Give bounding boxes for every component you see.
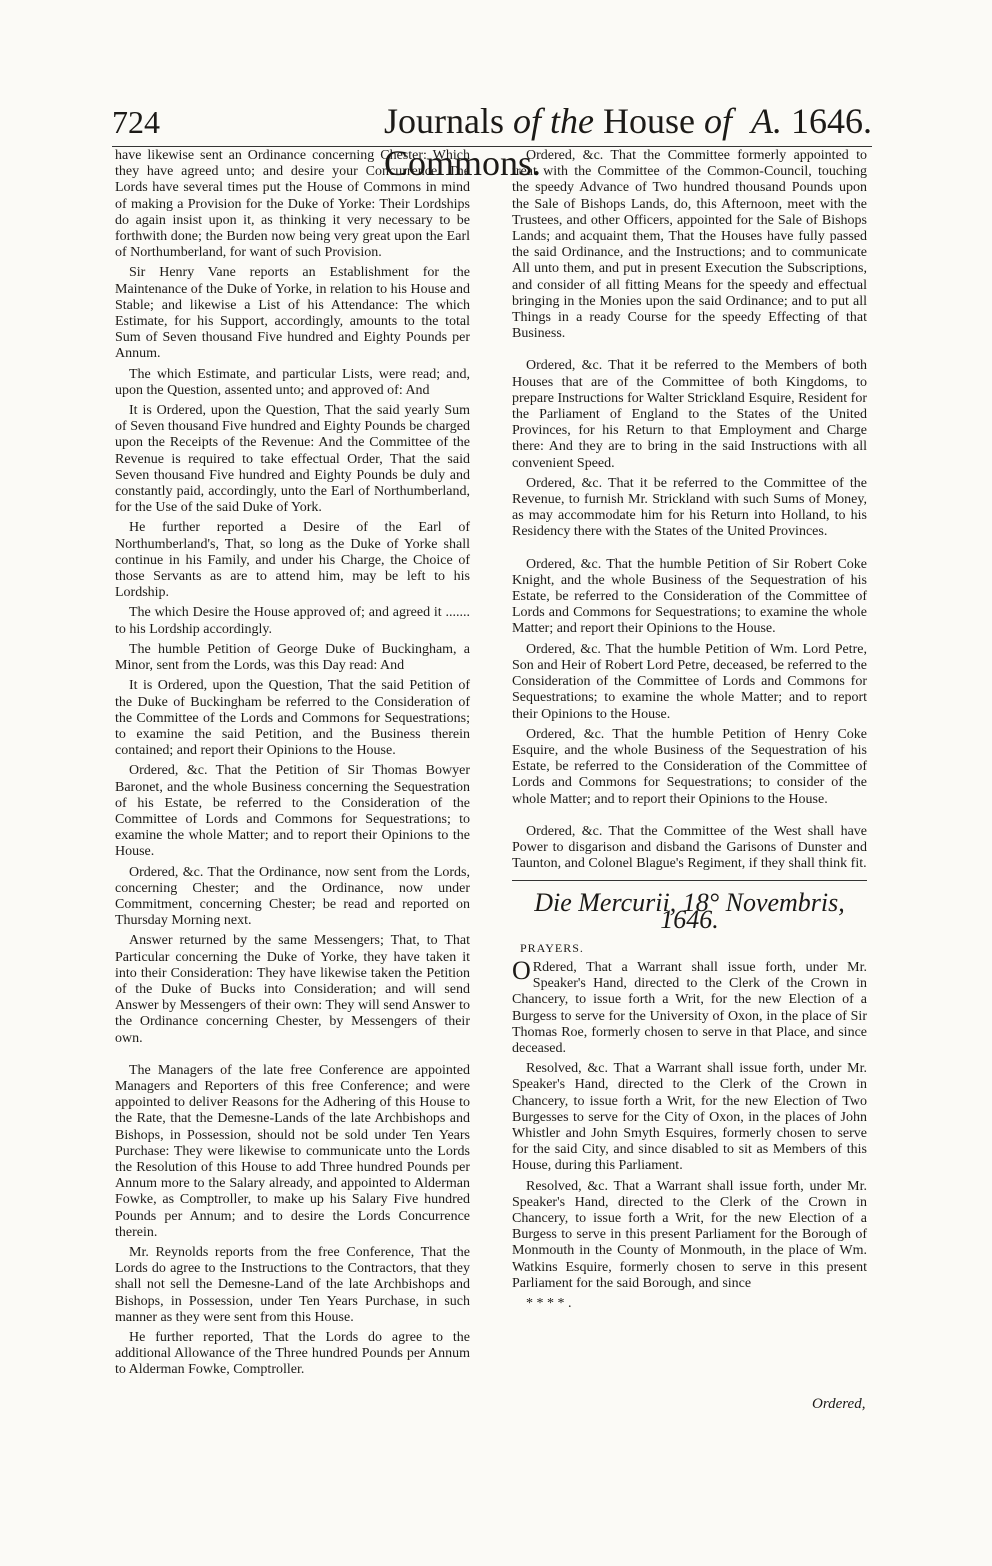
- paragraph: have likewise sent an Ordinance concerning Chester: Which they have agreed unto; and desire your Concurrence. The Lords have several times put the House of Commons in mind of making a Provision for the Duke of Yorke: Their Lordships do again insist upon it, as thinking it very necessary to be forthwith done; the Burden now being very great upon the Earl of Northumberland, for want of such Provision.: [115, 148, 470, 261]
- paragraph: He further reported, That the Lords do agree to the additional Allowance of the Three hundred Pounds per Annum to Alderman Fowke, Comptroller.: [115, 1330, 470, 1378]
- page-header: [112, 100, 872, 183]
- paragraph: It is Ordered, upon the Question, That the said Petition of the Duke of Buckingham be referred to the Consideration of the Committee of the Lords and Commons for Sequestrations; to examine the said Petition, and the Business therein contained; and report their Opinions to the House.: [115, 678, 470, 759]
- drop-cap: O: [512, 955, 531, 985]
- paragraph: It is Ordered, upon the Question, That the said yearly Sum of Seven thousand Five hundred and Eighty Pounds be charged upon the Receipts of the Revenue: And the Committee of the Revenue is required to take effectual Order, That the said Seven thousand Five hundred and Eighty Pounds be duly and constantly paid, accordingly, unto the Earl of Northumberland, for the Use of the said Duke of York.: [115, 403, 470, 516]
- paragraph: Ordered, &c. That the humble Petition of Wm. Lord Petre, Son and Heir of Robert Lord Petre, deceased, be referred to the Consideration of the Committee of Lords and Commons for Sequestrations; to examine the whole Matter; and to report their Opinions to the House.: [512, 641, 867, 722]
- date-heading: Die Mercurii, 18° Novembris, 1646.: [534, 888, 845, 934]
- paragraph: Ordered, &c. That it be referred to the Members of both Houses that are of the Committee of both Kingdoms, to prepare Instructions for Walter Strickland Esquire, Resident for the Parliament of England to the States of the United Provinces, for his Return to that Employment and Charge there: And they are to bring in the said Instructions with all convenient Speed.: [512, 358, 867, 471]
- section-divider: [512, 880, 867, 881]
- paragraph: Resolved, &c. That a Warrant shall issue forth, under Mr. Speaker's Hand, directed to the Clerk of the Crown in Chancery, to issue forth a Writ, for the new Election of Two Burgesses to serve for the City of Oxon, in the places of John Whistler and John Smyth Esquires, formerly chosen to serve for the said City, and since disabled to sit as Members of this House, during this Parliament.: [512, 1061, 867, 1174]
- paragraph: Ordered, &c. That it be referred to the Committee of the Revenue, to furnish Mr. Strickland with such Sums of Money, as may accommodate him for his Return into Holland, to his Residency there with the States of the United Provinces.: [512, 475, 867, 540]
- paragraph: Ordered, &c. That the humble Petition of Henry Coke Esquire, and the whole Business of the Sequestration of his Estate, be referred to the Consideration of the Committee of Lords and Commons for Sequestrations; to consider of the whole Matter; and to report their Opinions to the House.: [512, 726, 867, 807]
- right-column: [512, 148, 867, 1316]
- paragraph: The Managers of the late free Conference are appointed Managers and Reporters of this free Conference; and were appointed to deliver Reasons for the Adhering of this House to the Rate, that the Demesne-Lands of the late Archbishops and Bishops, in Possession, should not be sold under Ten Years Purchase: They were likewise to communicate unto the Lords the Resolution of this House to add Three hundred Pounds per Annum more to the Salary already, and appointed to Alderman Fowke, as Comptroller, to make up his Salary Five hundred Pounds per Annum; and to desire the Lords Concurrence therein.: [115, 1062, 470, 1240]
- paragraph: The which Desire the House approved of; and agreed it ....... to his Lordship accordingly.: [115, 605, 470, 637]
- paragraph: Resolved, &c. That a Warrant shall issue forth, under Mr. Speaker's Hand, directed to the Clerk of the Crown in Chancery, to issue forth a Writ, for the new Election of a Burgess to serve in this present Parliament for the Borough of Monmouth in the County of Monmouth, in the place of Wm. Watkins Esquire, formerly chosen to serve in this present Parliament for the said Borough, and since: [512, 1178, 867, 1291]
- paragraph: Ordered, &c. That the Committee of the West shall have Power to disgarison and disband the Garisons of Dunster and Taunton, and Colonel Blague's Regiment, if they shall think fit.: [512, 823, 867, 872]
- paragraph: The which Estimate, and particular Lists, were read; and, upon the Question, assented unto; and approved of: And: [115, 366, 470, 398]
- prayers-label: PRAYERS.: [520, 940, 584, 955]
- paragraph: Ordered, &c. That the Committee formerly appointed to treat with the Committee of the Common-Council, touching the speedy Advance of Two hundred thousand Pounds upon the Sale of Bishops Lands, do, this Afternoon, meet with the Trustees, and other Officers, appointed for the Sale of Bishops Lands; and acquaint them, That the Houses have fully passed the said Ordinance, and the Instructions; and to communicate All unto them, and put in present Execution the Subscriptions, and consider of all fitting Means for the speedy and effectual bringing in the Monies upon the said Ordinance; and to put all Things in a ready Course for the speedy Effecting of that Business.: [512, 148, 867, 342]
- left-column: [115, 148, 470, 1383]
- paragraph: He further reported a Desire of the Earl of Northumberland's, That, so long as the Duke of Yorke shall continue in his Family, and under his Charge, the Choice of those Servants as are to attend him, may be left to his Lordship.: [115, 520, 470, 601]
- running-title: Journals of the House of Commons.: [384, 101, 732, 183]
- paragraph: Ordered, &c. That the Petition of Sir Thomas Bowyer Baronet, and the whole Business concerning the Sequestration of his Estate, be referred to the Consideration of the Committee of Lords and Commons for Sequestrations; to examine the whole Matter; and to report their Opinions to the House.: [115, 763, 470, 860]
- page-number: 724: [112, 104, 160, 140]
- paragraph: O Rdered, That a Warrant shall issue forth, under Mr. Speaker's Hand, directed to the Clerk of the Crown in Chancery, to issue forth a Writ, for the new Election of a Burgess to serve for the University of Oxon, in the place of Sir Thomas Roe, formerly chosen to serve in that Place, and since deceased.: [512, 955, 867, 1056]
- paragraph: Ordered, &c. That the humble Petition of Sir Robert Coke Knight, and the whole Business of the Sequestration of his Estate, be referred to the Consideration of the Committee of Lords and Commons for Sequestrations; to examine the whole Matter; and report their Opinions to the House.: [512, 556, 867, 637]
- paragraph: The humble Petition of George Duke of Buckingham, a Minor, sent from the Lords, was this Day read: And: [115, 641, 470, 674]
- paragraph: Answer returned by the same Messengers; That, to That Particular concerning the Duke of Yorke, they have taken it into their Consideration: They have likewise taken the Petition of the Duke of Bucks into Consideration; and will send Answer by Messengers of their own: They will send Answer to the Ordinance concerning Chester, by Messengers of their own.: [115, 933, 470, 1046]
- paragraph: Ordered, &c. That the Ordinance, now sent from the Lords, concerning Chester; and the Ordinance, now under Commitment, concerning Chester; be read and reported on Thursday Morning next.: [115, 864, 470, 929]
- catchword: Ordered,: [812, 1396, 866, 1412]
- paragraph: Sir Henry Vane reports an Establishment for the Maintenance of the Duke of Yorke, in relation to his House and Stable; and likewise a List of his Attendance: The which Estimate, for his Support, accordingly, amounts to the total Sum of Seven thousand Five hundred and Eighty Pounds per Annum.: [115, 265, 470, 362]
- paragraph: Mr. Reynolds reports from the free Conference, That the Lords do agree to the Instructions to the Contractors, that they shall not sell the Demesne-Land of the late Archbishops and Bishops, in Possession, under Ten Years Purchase, in such manner as they were sent from this House.: [115, 1245, 470, 1325]
- omission-stars: * * * * .: [526, 1296, 572, 1311]
- page-year: A. 1646.: [751, 101, 872, 141]
